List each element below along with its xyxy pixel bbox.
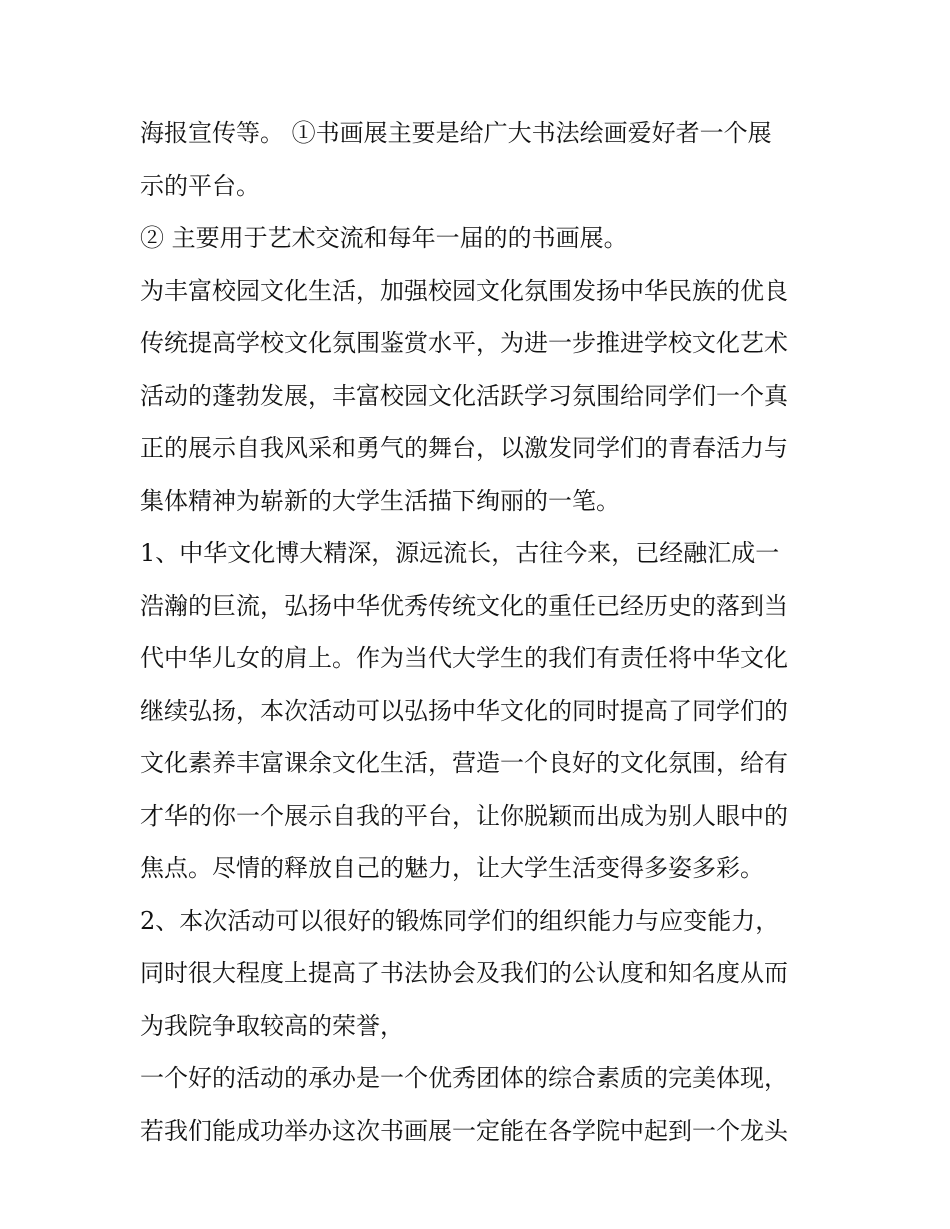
text-line: 示的平台。 [140,171,260,200]
text-line: 活动的蓬勃发展，丰富校园文化活跃学习氛围给同学们一个真 [140,381,788,410]
text-line: 为丰富校园文化生活，加强校园文化氛围发扬中华民族的优良 [140,276,788,305]
text-line: 代中华儿女的肩上。作为当代大学生的我们有责任将中华文化 [140,644,788,672]
text-line: 2、本次活动可以很好的锻炼同学们的组织能力与应变能力， [140,906,780,935]
document-body [140,107,820,1157]
text-line: 若我们能成功举办这次书画展一定能在各学院中起到一个龙头 [140,1116,788,1145]
text-line: 同时很大程度上提高了书法协会及我们的公认度和知名度从而 [140,959,788,987]
text-line: 才华的你一个展示自我的平台，让你脱颖而出成为别人眼中的 [140,801,788,830]
text-line: 焦点。尽情的释放自己的魅力，让大学生活变得多姿多彩。 [140,854,764,882]
text-line: 传统提高学校文化氛围鉴赏水平，为进一步推进学校文化艺术 [140,329,788,357]
text-line: 正的展示自我风采和勇气的舞台，以激发同学们的青春活力与 [140,434,788,462]
text-line: 1、中华文化博大精深，源远流长，古往今来，已经融汇成一 [140,539,780,567]
text-line: ② 主要用于艺术交流和每年一届的的书画展。 [140,224,628,252]
text-line: 文化素养丰富课余文化生活，营造一个良好的文化氛围，给有 [140,749,788,777]
text-line: 一个好的活动的承办是一个优秀团体的综合素质的完美体现， [140,1064,788,1092]
text-line: 海报宣传等。 ①书画展主要是给广大书法绘画爱好者一个展 [140,119,772,147]
text-line: 继续弘扬，本次活动可以弘扬中华文化的同时提高了同学们的 [140,696,788,725]
text-line: 为我院争取较高的荣誉， [140,1011,404,1040]
text-line: 集体精神为崭新的大学生活描下绚丽的一笔。 [140,486,620,515]
text-line: 浩瀚的巨流，弘扬中华优秀传统文化的重任已经历史的落到当 [140,591,788,620]
